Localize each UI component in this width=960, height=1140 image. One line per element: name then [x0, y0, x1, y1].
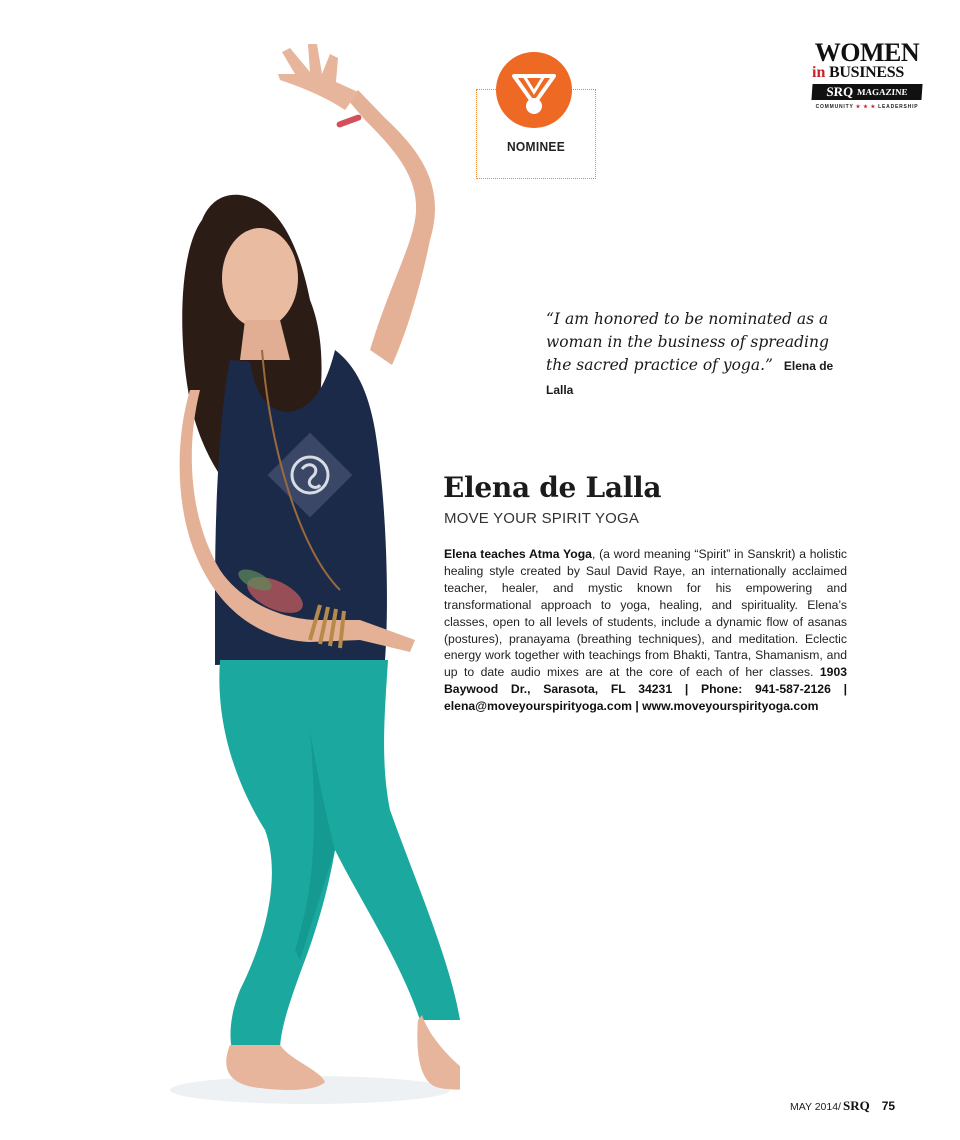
logo-women-text: WOMEN — [814, 38, 920, 67]
logo-tagline-stars: ★ ★ ★ — [855, 104, 876, 110]
logo-tagline-left: COMMUNITY — [815, 104, 854, 110]
logo-srq-text: SRQ — [825, 84, 854, 99]
logo-in-text: in — [812, 64, 826, 81]
nominee-label: NOMINEE — [506, 139, 566, 155]
women-in-business-logo — [808, 40, 926, 116]
raised-hand — [278, 44, 358, 110]
footer-issue: MAY 2014/ — [790, 1101, 841, 1113]
logo-magazine-text: MAGAZINE — [856, 87, 908, 97]
pull-quote — [546, 308, 846, 402]
face — [222, 228, 298, 328]
portrait-photo — [160, 30, 460, 1120]
logo-tagline — [808, 104, 926, 110]
medal-icon — [496, 52, 572, 128]
logo-tagline-right: LEADERSHIP — [878, 104, 919, 110]
left-foot — [226, 1045, 325, 1090]
logo-srq-bar — [811, 84, 922, 100]
body-lead-bold: Elena teaches Atma Yoga — [444, 547, 592, 561]
quote-attribution: Elena de Lalla — [546, 359, 834, 397]
page-footer — [790, 1098, 895, 1114]
quote-text: “I am honored to be nominated as a woman in the business of spreading the sacred practice of yoga.” — [546, 310, 829, 374]
page-number: 75 — [881, 1099, 896, 1113]
logo-line-in-business — [812, 64, 926, 82]
right-foot — [417, 1015, 460, 1090]
contact-info: 1903 Baywood Dr., Sarasota, FL 34231 | Phone: 941-587-2126 | elena@moveyourspirityoga.com | www.moveyourspirityoga.com — [444, 665, 848, 714]
profile-body — [444, 546, 847, 715]
bracelet-red — [336, 114, 362, 129]
profile-name: Elena de Lalla — [443, 471, 662, 504]
business-name: MOVE YOUR SPIRIT YOGA — [444, 510, 640, 527]
raised-arm — [348, 90, 435, 365]
body-text: , (a word meaning “Spirit” in Sanskrit) a holistic healing style created by Saul David Raye, an internationally acclaimed teacher, healer, and mystic known for his empowering and transformational approach to yoga, healing, and spirituality. Elena’s classes, open to all levels of students, include a dynamic flow of asanas (postures), pranayama (breathing techniques), and meditation. Eclectic energy work together with teachings from Bhakti, Tantra, Shamanism, and up to date audio mixes are at the core of each of her classes. — [444, 547, 848, 680]
leggings — [219, 660, 460, 1050]
footer-magazine: SRQ — [842, 1098, 870, 1113]
logo-business-text: BUSINESS — [829, 64, 904, 81]
